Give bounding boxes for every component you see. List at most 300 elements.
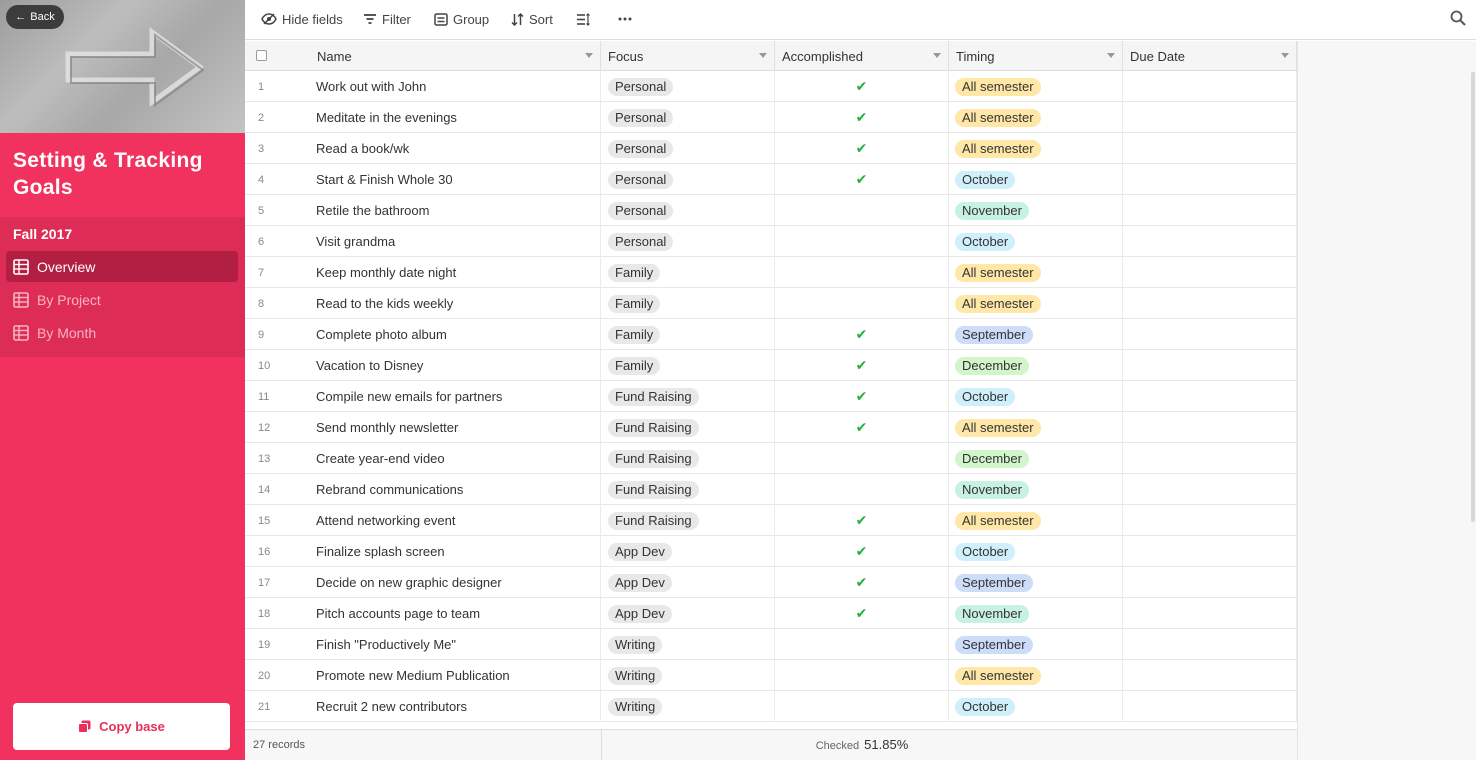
checked-summary-value: 51.85%	[864, 737, 909, 752]
row-number-label: 2	[258, 111, 265, 124]
cell-focus[interactable]	[601, 474, 775, 505]
table-row[interactable]	[245, 226, 1297, 257]
row-number	[245, 195, 310, 226]
view-item-label: By Project	[37, 291, 101, 308]
summary-bar	[245, 729, 1297, 760]
cell-name-text: Meditate in the evenings	[316, 110, 457, 125]
focus-tag: Personal	[608, 171, 673, 189]
table-row[interactable]	[245, 350, 1297, 381]
cell-name[interactable]	[310, 350, 601, 381]
arrow-icon	[60, 22, 210, 112]
row-number	[245, 319, 310, 350]
view-toolbar	[245, 0, 1476, 40]
select-all-header	[245, 41, 310, 71]
header-row	[245, 41, 1297, 71]
cell-name-text: Visit grandma	[316, 234, 396, 249]
cell-name-text: Send monthly newsletter	[316, 420, 459, 435]
cell-timing[interactable]	[949, 257, 1123, 288]
filter-label: Filter	[382, 11, 411, 27]
chevron-down-icon[interactable]	[1107, 53, 1115, 58]
cell-name[interactable]	[310, 133, 601, 164]
cell-name[interactable]	[310, 71, 601, 102]
cell-accomplished[interactable]	[775, 598, 949, 629]
timing-tag: October	[955, 388, 1015, 406]
row-number-label: 13	[258, 452, 271, 465]
cell-name[interactable]	[310, 443, 601, 474]
back-label: Back	[30, 11, 55, 23]
row-height-button[interactable]	[576, 10, 590, 28]
grid-empty-area	[1297, 41, 1476, 760]
cell-focus[interactable]	[601, 381, 775, 412]
cell-focus[interactable]	[601, 443, 775, 474]
record-count: 27 records	[253, 739, 305, 751]
search-button[interactable]	[1450, 10, 1466, 31]
cell-name[interactable]	[310, 629, 601, 660]
cell-name[interactable]	[310, 505, 601, 536]
table-row[interactable]	[245, 660, 1297, 691]
cell-focus[interactable]	[601, 567, 775, 598]
cell-focus[interactable]	[601, 319, 775, 350]
row-number-label: 21	[258, 700, 271, 713]
checkmark-icon: ✔	[855, 357, 868, 373]
row-number-label: 7	[258, 266, 265, 279]
cell-focus[interactable]	[601, 598, 775, 629]
cell-due-date[interactable]	[1123, 660, 1297, 691]
checked-summary-label: Checked	[815, 740, 860, 752]
cell-timing[interactable]	[949, 71, 1123, 102]
cell-name[interactable]	[310, 474, 601, 505]
focus-tag: Fund Raising	[608, 450, 699, 468]
view-item-overview[interactable]	[6, 251, 238, 282]
row-number-label: 14	[258, 483, 271, 496]
focus-tag: Personal	[608, 78, 673, 96]
row-number	[245, 102, 310, 133]
cell-due-date[interactable]	[1123, 257, 1297, 288]
timing-tag: September	[955, 636, 1033, 654]
timing-tag: December	[955, 357, 1029, 375]
sidebar	[0, 0, 245, 760]
cell-due-date[interactable]	[1123, 226, 1297, 257]
copy-base-label: Copy base	[99, 719, 165, 734]
cell-timing[interactable]	[949, 629, 1123, 660]
timing-tag: November	[955, 202, 1029, 220]
cell-timing[interactable]	[949, 102, 1123, 133]
row-number	[245, 598, 310, 629]
row-number-label: 20	[258, 669, 271, 682]
table-row[interactable]	[245, 195, 1297, 226]
cell-name[interactable]	[310, 164, 601, 195]
timing-tag: All semester	[955, 667, 1041, 685]
cell-name[interactable]	[310, 536, 601, 567]
focus-tag: Personal	[608, 109, 673, 127]
cell-accomplished[interactable]	[775, 164, 949, 195]
row-number-label: 18	[258, 607, 271, 620]
cell-accomplished[interactable]	[775, 443, 949, 474]
row-number	[245, 381, 310, 412]
focus-tag: Writing	[608, 667, 662, 685]
cell-timing[interactable]	[949, 660, 1123, 691]
cell-due-date[interactable]	[1123, 71, 1297, 102]
cell-due-date[interactable]	[1123, 567, 1297, 598]
row-number	[245, 412, 310, 443]
group-icon	[434, 13, 448, 26]
cell-accomplished[interactable]	[775, 226, 949, 257]
column-header-label: Focus	[608, 48, 644, 64]
column-header-name[interactable]	[310, 41, 601, 71]
timing-tag: September	[955, 326, 1033, 344]
checkmark-icon: ✔	[855, 574, 868, 590]
cell-timing[interactable]	[949, 288, 1123, 319]
focus-tag: Family	[608, 326, 660, 344]
cell-name[interactable]	[310, 691, 601, 722]
table-row[interactable]	[245, 412, 1297, 443]
cell-due-date[interactable]	[1123, 195, 1297, 226]
copy-base-button[interactable]	[13, 703, 230, 750]
view-list	[0, 217, 245, 357]
row-number-label: 16	[258, 545, 271, 558]
sort-label: Sort	[529, 11, 553, 27]
cell-due-date[interactable]	[1123, 288, 1297, 319]
cell-timing[interactable]	[949, 133, 1123, 164]
vertical-scrollbar[interactable]	[1471, 72, 1475, 522]
table-row[interactable]	[245, 288, 1297, 319]
base-title: Setting & Tracking Goals	[13, 149, 203, 199]
search-icon	[1450, 10, 1466, 26]
timing-tag: All semester	[955, 140, 1041, 158]
cell-name-text: Finish "Productively Me"	[316, 637, 456, 652]
cell-name[interactable]	[310, 257, 601, 288]
timing-tag: September	[955, 574, 1033, 592]
grid-view-icon	[13, 325, 29, 341]
cell-timing[interactable]	[949, 443, 1123, 474]
cell-focus[interactable]	[601, 536, 775, 567]
checkmark-icon: ✔	[855, 543, 868, 559]
cell-timing[interactable]	[949, 226, 1123, 257]
cell-timing[interactable]	[949, 567, 1123, 598]
cell-due-date[interactable]	[1123, 474, 1297, 505]
checkmark-icon: ✔	[855, 388, 868, 404]
row-number	[245, 133, 310, 164]
cell-focus[interactable]	[601, 71, 775, 102]
sort-button[interactable]	[511, 10, 553, 28]
row-number-label: 4	[258, 173, 265, 186]
cell-name[interactable]	[310, 381, 601, 412]
cell-focus[interactable]	[601, 288, 775, 319]
focus-tag: Fund Raising	[608, 481, 699, 499]
cell-accomplished[interactable]	[775, 536, 949, 567]
timing-tag: November	[955, 481, 1029, 499]
copy-icon	[78, 720, 91, 733]
cell-accomplished[interactable]	[775, 691, 949, 722]
cell-due-date[interactable]	[1123, 102, 1297, 133]
more-options-button[interactable]	[618, 10, 632, 28]
focus-tag: Fund Raising	[608, 419, 699, 437]
cell-accomplished[interactable]	[775, 133, 949, 164]
cell-timing[interactable]	[949, 319, 1123, 350]
row-number	[245, 536, 310, 567]
view-section-header: Fall 2017	[13, 226, 73, 242]
cell-due-date[interactable]	[1123, 691, 1297, 722]
focus-tag: App Dev	[608, 574, 672, 592]
cell-timing[interactable]	[949, 164, 1123, 195]
cell-accomplished[interactable]	[775, 102, 949, 133]
select-all-checkbox[interactable]	[256, 50, 267, 61]
arrow-left-icon: ←	[15, 11, 27, 23]
column-header-label: Name	[317, 48, 352, 64]
cell-due-date[interactable]	[1123, 443, 1297, 474]
cell-timing[interactable]	[949, 195, 1123, 226]
group-button[interactable]	[434, 10, 489, 28]
column-header-timing[interactable]	[949, 41, 1123, 71]
row-number	[245, 567, 310, 598]
cell-due-date[interactable]	[1123, 319, 1297, 350]
cell-focus[interactable]	[601, 133, 775, 164]
cell-accomplished[interactable]	[775, 505, 949, 536]
row-number-label: 12	[258, 421, 271, 434]
cell-accomplished[interactable]	[775, 381, 949, 412]
table-row[interactable]	[245, 443, 1297, 474]
filter-button[interactable]	[363, 10, 411, 28]
row-number-label: 3	[258, 142, 265, 155]
chevron-down-icon[interactable]	[759, 53, 767, 58]
table-row[interactable]	[245, 102, 1297, 133]
cell-accomplished[interactable]	[775, 629, 949, 660]
focus-tag: Family	[608, 264, 660, 282]
cell-name-text: Start & Finish Whole 30	[316, 172, 453, 187]
timing-tag: November	[955, 605, 1029, 623]
table-row[interactable]	[245, 474, 1297, 505]
checkmark-icon: ✔	[855, 326, 868, 342]
row-number-label: 6	[258, 235, 265, 248]
more-icon	[618, 17, 632, 21]
focus-tag: App Dev	[608, 543, 672, 561]
focus-tag: Personal	[608, 202, 673, 220]
cell-accomplished[interactable]	[775, 474, 949, 505]
focus-tag: Personal	[608, 140, 673, 158]
cell-name[interactable]	[310, 660, 601, 691]
cell-timing[interactable]	[949, 691, 1123, 722]
cell-accomplished[interactable]	[775, 71, 949, 102]
table-row[interactable]	[245, 319, 1297, 350]
focus-tag: App Dev	[608, 605, 672, 623]
cell-accomplished[interactable]	[775, 195, 949, 226]
table-row[interactable]	[245, 505, 1297, 536]
focus-tag: Personal	[608, 233, 673, 251]
cell-focus[interactable]	[601, 350, 775, 381]
cell-focus[interactable]	[601, 691, 775, 722]
cell-name-text: Pitch accounts page to team	[316, 606, 481, 621]
timing-tag: October	[955, 171, 1015, 189]
cell-due-date[interactable]	[1123, 598, 1297, 629]
cell-accomplished[interactable]	[775, 567, 949, 598]
cell-focus[interactable]	[601, 660, 775, 691]
timing-tag: October	[955, 698, 1015, 716]
cell-due-date[interactable]	[1123, 412, 1297, 443]
grid-view-icon	[13, 292, 29, 308]
table-row[interactable]	[245, 629, 1297, 660]
column-header-focus[interactable]	[601, 41, 775, 71]
cell-name-text: Rebrand communications	[316, 482, 464, 497]
checkmark-icon: ✔	[855, 605, 868, 621]
column-header-due-date[interactable]	[1123, 41, 1297, 71]
row-number-label: 5	[258, 204, 265, 217]
view-item-by-project[interactable]	[6, 284, 238, 315]
table-row[interactable]	[245, 598, 1297, 629]
footer-divider	[601, 730, 602, 760]
row-number	[245, 257, 310, 288]
row-number	[245, 691, 310, 722]
cell-timing[interactable]	[949, 505, 1123, 536]
table-row[interactable]	[245, 691, 1297, 722]
cell-focus[interactable]	[601, 102, 775, 133]
row-number	[245, 71, 310, 102]
view-item-label: By Month	[37, 324, 97, 341]
timing-tag: All semester	[955, 295, 1041, 313]
table-row[interactable]	[245, 381, 1297, 412]
cell-due-date[interactable]	[1123, 133, 1297, 164]
row-number-label: 19	[258, 638, 271, 651]
cell-focus[interactable]	[601, 257, 775, 288]
cell-due-date[interactable]	[1123, 350, 1297, 381]
checkmark-icon: ✔	[855, 419, 868, 435]
timing-tag: October	[955, 233, 1015, 251]
column-header-accomplished[interactable]	[775, 41, 949, 71]
focus-tag: Family	[608, 357, 660, 375]
timing-tag: All semester	[955, 419, 1041, 437]
table-row[interactable]	[245, 133, 1297, 164]
table-row[interactable]	[245, 567, 1297, 598]
cell-accomplished[interactable]	[775, 350, 949, 381]
cell-timing[interactable]	[949, 474, 1123, 505]
cell-focus[interactable]	[601, 629, 775, 660]
table-row[interactable]	[245, 71, 1297, 102]
back-button[interactable]	[6, 5, 64, 29]
focus-tag: Writing	[608, 698, 662, 716]
cell-due-date[interactable]	[1123, 629, 1297, 660]
row-number-label: 10	[258, 359, 271, 372]
view-item-by-month[interactable]	[6, 317, 238, 348]
cell-name[interactable]	[310, 195, 601, 226]
table-row[interactable]	[245, 257, 1297, 288]
grid-view-icon	[13, 259, 29, 275]
filter-icon	[363, 13, 377, 25]
row-number-label: 9	[258, 328, 265, 341]
column-header-label: Timing	[956, 48, 995, 64]
checkmark-icon: ✔	[855, 140, 868, 156]
cell-focus[interactable]	[601, 226, 775, 257]
cell-name-text: Complete photo album	[316, 327, 447, 342]
cell-name-text: Compile new emails for partners	[316, 389, 503, 404]
cell-name-text: Create year-end video	[316, 451, 445, 466]
cell-timing[interactable]	[949, 536, 1123, 567]
row-number	[245, 288, 310, 319]
cell-name-text: Attend networking event	[316, 513, 456, 528]
cell-name-text: Recruit 2 new contributors	[316, 699, 468, 714]
cell-name[interactable]	[310, 567, 601, 598]
timing-tag: All semester	[955, 512, 1041, 530]
row-number-label: 17	[258, 576, 271, 589]
chevron-down-icon[interactable]	[1281, 53, 1289, 58]
timing-tag: All semester	[955, 109, 1041, 127]
cell-timing[interactable]	[949, 350, 1123, 381]
cell-name-text: Vacation to Disney	[316, 358, 424, 373]
row-number	[245, 660, 310, 691]
row-number	[245, 629, 310, 660]
checked-summary[interactable]	[775, 737, 949, 752]
column-header-label: Due Date	[1130, 48, 1185, 64]
cell-name-text: Read to the kids weekly	[316, 296, 454, 311]
chevron-down-icon[interactable]	[585, 53, 593, 58]
cell-accomplished[interactable]	[775, 257, 949, 288]
eye-off-icon	[261, 13, 277, 25]
cell-name[interactable]	[310, 226, 601, 257]
cell-name-text: Read a book/wk	[316, 141, 410, 156]
cell-name-text: Finalize splash screen	[316, 544, 445, 559]
chevron-down-icon[interactable]	[933, 53, 941, 58]
cell-name[interactable]	[310, 412, 601, 443]
row-number-label: 11	[258, 390, 270, 403]
cell-due-date[interactable]	[1123, 505, 1297, 536]
row-number	[245, 443, 310, 474]
cell-name[interactable]	[310, 288, 601, 319]
row-number-label: 8	[258, 297, 265, 310]
row-number-label: 1	[258, 80, 265, 93]
cell-focus[interactable]	[601, 195, 775, 226]
checkmark-icon: ✔	[855, 171, 868, 187]
base-cover-image	[0, 0, 245, 133]
row-number	[245, 505, 310, 536]
cell-timing[interactable]	[949, 381, 1123, 412]
row-number	[245, 474, 310, 505]
cell-name-text: Retile the bathroom	[316, 203, 430, 218]
cell-accomplished[interactable]	[775, 660, 949, 691]
view-item-label: Overview	[37, 258, 96, 275]
cell-name[interactable]	[310, 102, 601, 133]
focus-tag: Family	[608, 295, 660, 313]
checkmark-icon: ✔	[855, 512, 868, 528]
cell-due-date[interactable]	[1123, 164, 1297, 195]
cell-timing[interactable]	[949, 412, 1123, 443]
hide-fields-label: Hide fields	[282, 11, 343, 27]
timing-tag: October	[955, 543, 1015, 561]
table-row[interactable]	[245, 164, 1297, 195]
cell-name[interactable]	[310, 598, 601, 629]
timing-tag: All semester	[955, 264, 1041, 282]
table-row[interactable]	[245, 536, 1297, 567]
focus-tag: Fund Raising	[608, 388, 699, 406]
group-label: Group	[453, 11, 490, 27]
cell-focus[interactable]	[601, 412, 775, 443]
row-number	[245, 350, 310, 381]
cell-accomplished[interactable]	[775, 412, 949, 443]
cell-focus[interactable]	[601, 505, 775, 536]
focus-tag: Fund Raising	[608, 512, 699, 530]
row-height-icon	[576, 13, 590, 26]
checkmark-icon: ✔	[855, 109, 868, 125]
cell-due-date[interactable]	[1123, 381, 1297, 412]
timing-tag: December	[955, 450, 1029, 468]
cell-accomplished[interactable]	[775, 288, 949, 319]
cell-focus[interactable]	[601, 164, 775, 195]
checkmark-icon: ✔	[855, 78, 868, 94]
timing-tag: All semester	[955, 78, 1041, 96]
cell-name[interactable]	[310, 319, 601, 350]
cell-due-date[interactable]	[1123, 536, 1297, 567]
cell-name-text: Decide on new graphic designer	[316, 575, 502, 590]
hide-fields-button[interactable]	[261, 10, 343, 28]
cell-timing[interactable]	[949, 598, 1123, 629]
cell-accomplished[interactable]	[775, 319, 949, 350]
